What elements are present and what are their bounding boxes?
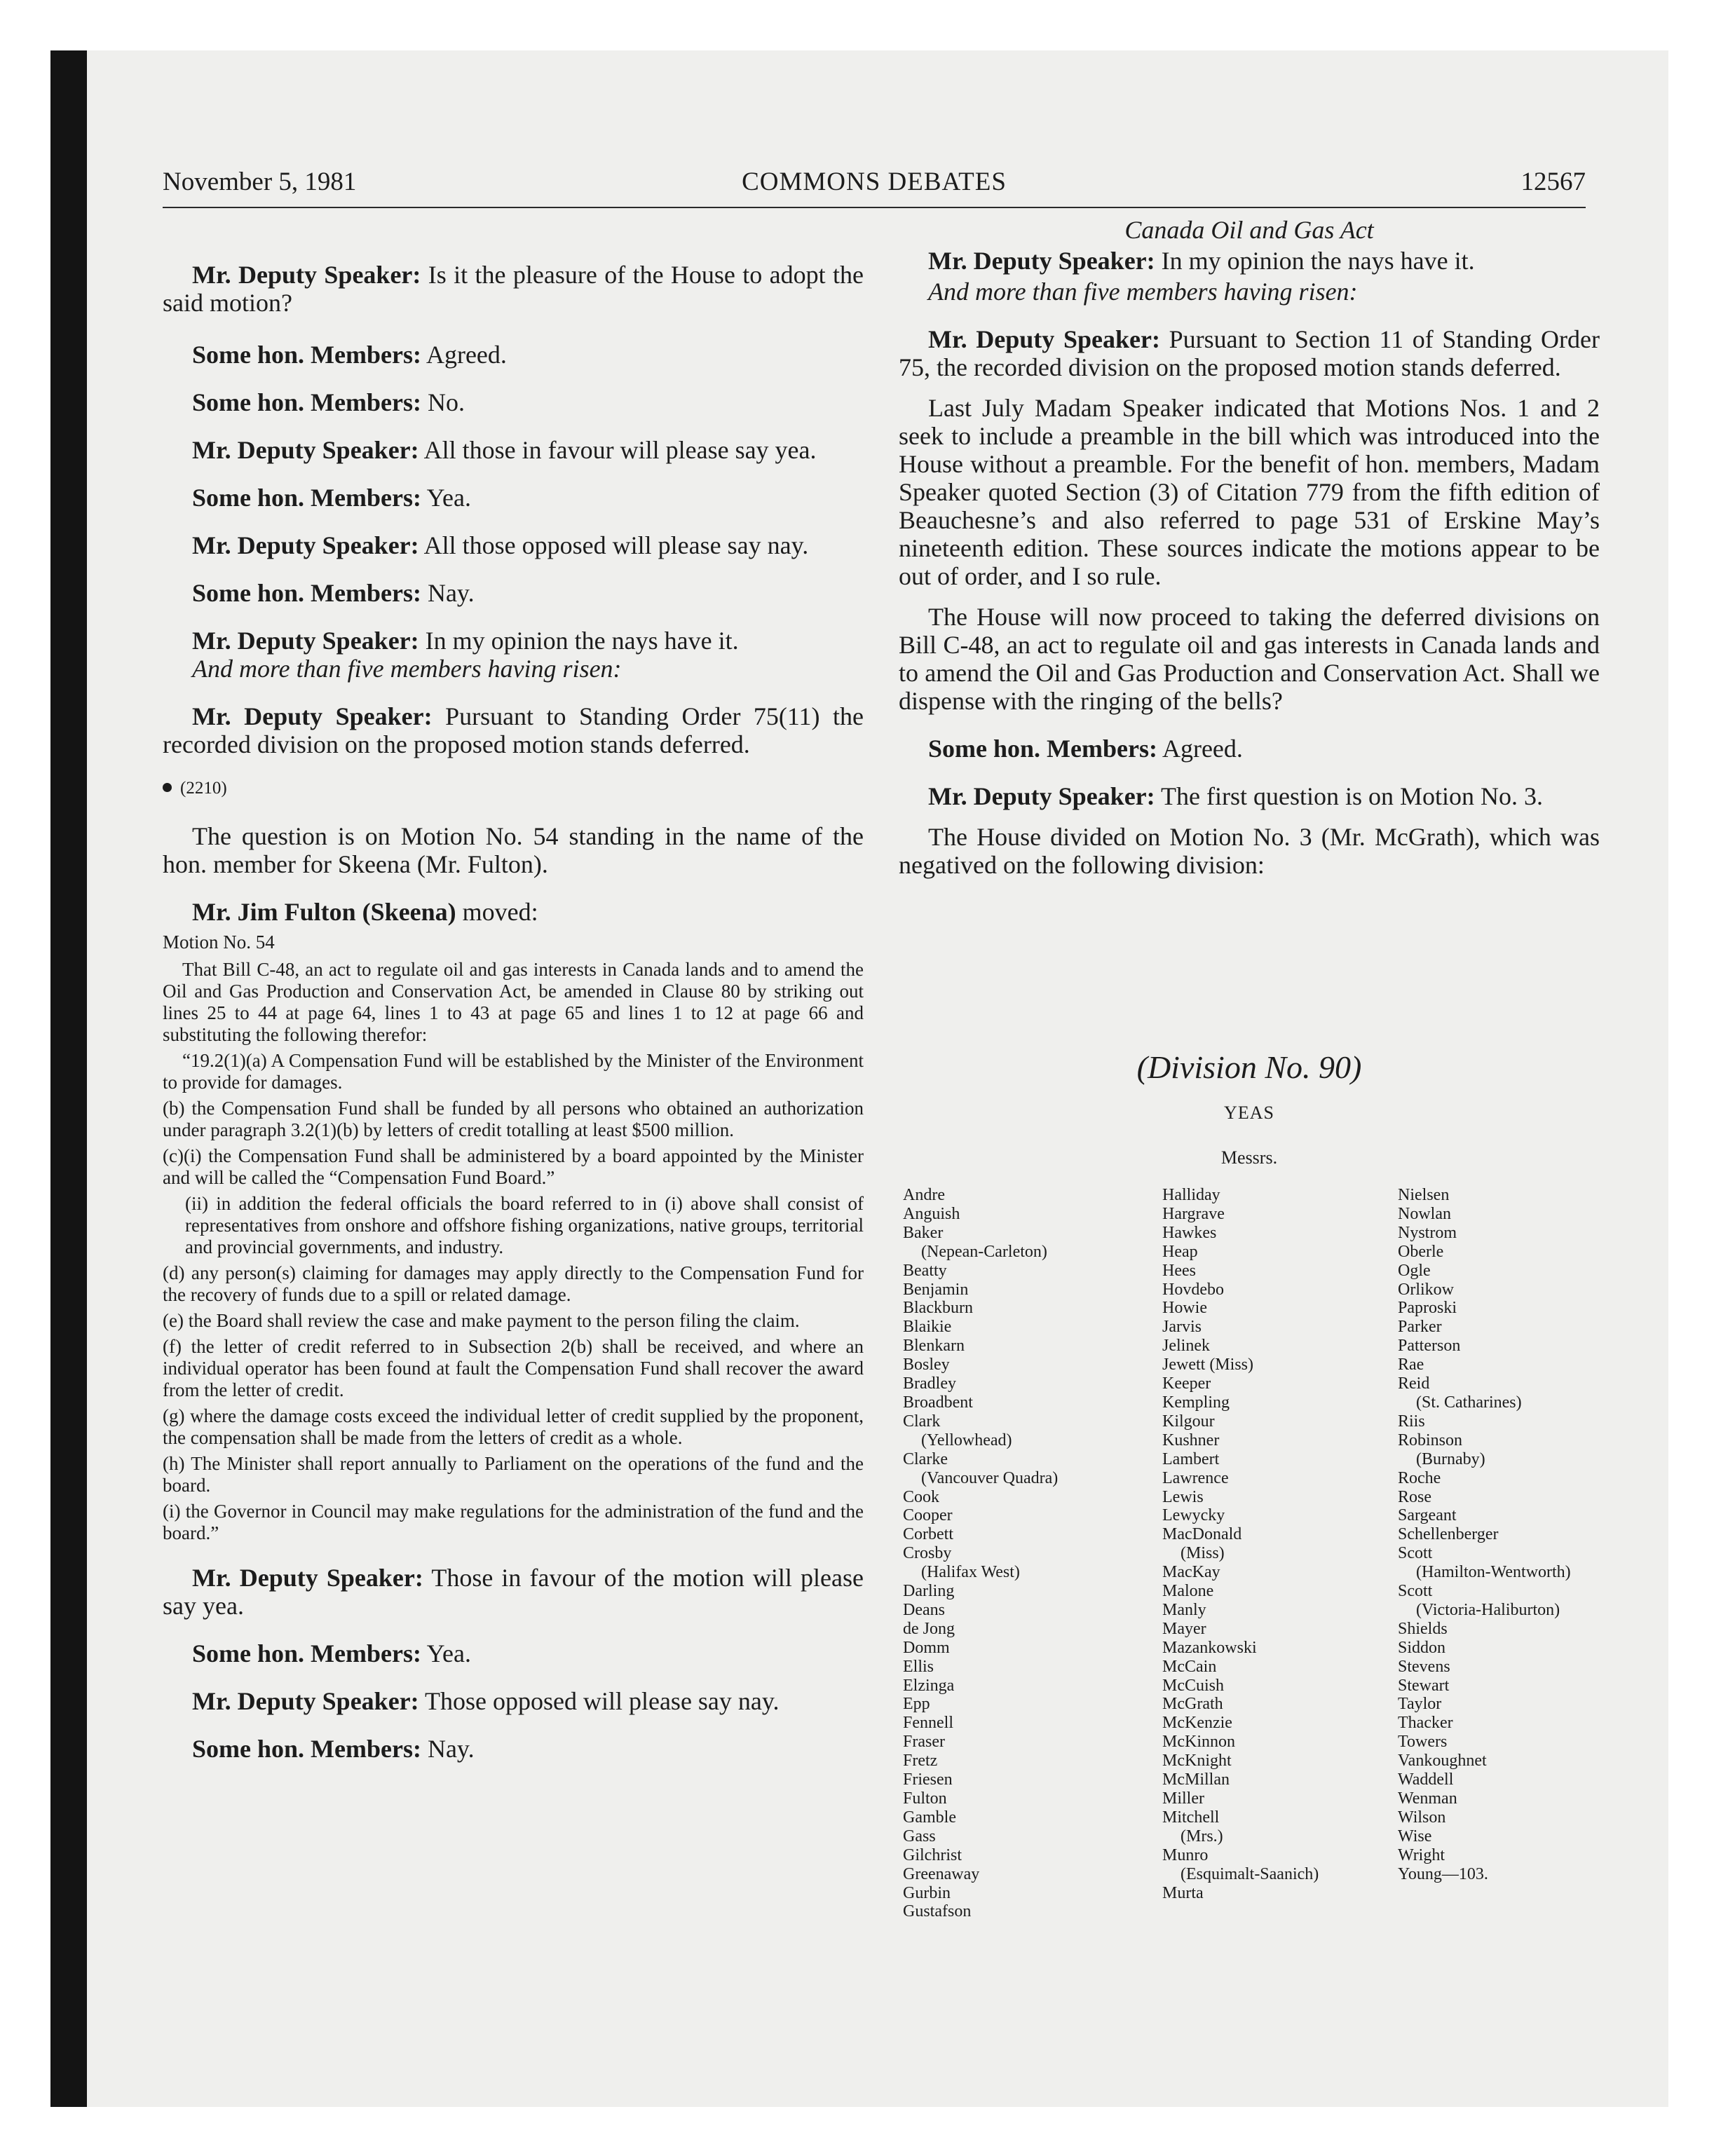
- member-name: Towers: [1398, 1733, 1448, 1752]
- member-name: Gass: [903, 1827, 936, 1845]
- member-name: McKenzie: [1162, 1714, 1232, 1733]
- paragraph: Some hon. Members: Yea.: [192, 1639, 471, 1667]
- member-name: Wenman: [1398, 1789, 1457, 1808]
- member-name: Gurbin: [903, 1883, 951, 1902]
- time-marker: [163, 771, 864, 803]
- scan-edge-bar: [50, 50, 87, 2107]
- paragraph: Some hon. Members: Nay.: [192, 579, 475, 607]
- member-name: MacKay: [1162, 1563, 1220, 1582]
- member-name: McCain: [1162, 1657, 1217, 1676]
- member-name: Riis: [1398, 1412, 1425, 1431]
- member-name: Clarke: [903, 1449, 948, 1468]
- member-name: Paproski: [1398, 1299, 1457, 1318]
- speaker-name: Mr. Deputy Speaker:: [928, 325, 1160, 353]
- member-name: Domm: [903, 1638, 950, 1657]
- member-name: Howie: [1162, 1299, 1207, 1318]
- member-name: de Jong: [903, 1619, 955, 1638]
- speaker-name: Some hon. Members:: [192, 484, 421, 512]
- member-name: Broadbent: [903, 1393, 973, 1412]
- motion-clause: (i) the Governor in Council may make regulations for the administration of the fund and the board.”: [163, 1501, 864, 1543]
- speaker-name: Mr. Deputy Speaker:: [928, 782, 1155, 810]
- stage-direction: And more than five members having risen:: [928, 278, 1358, 306]
- member-name: (Mrs.): [1181, 1827, 1223, 1845]
- member-name: Lewis: [1162, 1487, 1204, 1506]
- member-name: (Hamilton-Wentworth): [1416, 1563, 1571, 1582]
- member-name: Ellis: [903, 1657, 934, 1676]
- member-name: Blackburn: [903, 1299, 973, 1318]
- member-name: Clark: [903, 1412, 941, 1431]
- paragraph: Mr. Deputy Speaker: Those opposed will please say nay.: [192, 1687, 780, 1715]
- speaker-name: Mr. Jim Fulton (Skeena): [192, 898, 456, 926]
- speaker-name: Mr. Deputy Speaker:: [192, 627, 419, 655]
- member-name: Bosley: [903, 1356, 950, 1374]
- member-name: (Nepean-Carleton): [921, 1242, 1047, 1261]
- member-name: (Yellowhead): [921, 1431, 1012, 1449]
- division-names-column-3: [1398, 1186, 1571, 1884]
- header-date: November 5, 1981: [163, 168, 357, 196]
- member-name: Halliday: [1162, 1186, 1220, 1204]
- section-title: Canada Oil and Gas Act: [1124, 216, 1374, 244]
- member-name: Shields: [1398, 1619, 1448, 1638]
- bullet-icon: [163, 783, 172, 792]
- member-name: Lambert: [1162, 1449, 1220, 1468]
- member-name: Nowlan: [1398, 1204, 1451, 1223]
- member-name: Scott: [1398, 1544, 1433, 1563]
- member-name: Fennell: [903, 1714, 953, 1733]
- motion-clause: (c)(i) the Compensation Fund shall be administered by a board appointed by the Minister and will be called the “Compensation Fund Board.”: [163, 1145, 864, 1188]
- member-name: Deans: [903, 1600, 945, 1619]
- member-name: Nielsen: [1398, 1186, 1450, 1204]
- paragraph: Some hon. Members: Yea.: [192, 484, 471, 512]
- member-name: Wilson: [1398, 1808, 1446, 1827]
- member-name: Benjamin: [903, 1280, 969, 1299]
- member-name: Jarvis: [1162, 1318, 1202, 1337]
- member-name: Rose: [1398, 1487, 1431, 1506]
- motion-label: Motion No. 54: [163, 932, 275, 953]
- member-name: Mayer: [1162, 1619, 1206, 1638]
- member-name: Thacker: [1398, 1714, 1453, 1733]
- member-name: Miller: [1162, 1789, 1204, 1808]
- speaker-name: Mr. Deputy Speaker:: [192, 531, 419, 559]
- member-name: Epp: [903, 1695, 930, 1714]
- division-names-column-1: [903, 1186, 1058, 1921]
- paragraph: Some hon. Members: Agreed.: [928, 735, 1243, 763]
- speaker-name: Mr. Deputy Speaker:: [192, 1564, 423, 1592]
- motion-clause: (f) the letter of credit referred to in Subsection 2(b) shall be received, and where an individual operator has been found at fault the Compensation Fund shall recover the award from the letter of credit.: [163, 1336, 864, 1400]
- motion-clause: (h) The Minister shall report annually to Parliament on the operations of the fund and the board.: [163, 1453, 864, 1496]
- division-title: (Division No. 90): [1136, 1049, 1362, 1085]
- speaker-name: Some hon. Members:: [192, 341, 421, 369]
- member-name: Gustafson: [903, 1902, 972, 1921]
- member-name: McGrath: [1162, 1695, 1223, 1714]
- member-name: Beatty: [903, 1261, 947, 1280]
- member-name: Elzinga: [903, 1676, 955, 1695]
- paragraph: Mr. Deputy Speaker: The first question is on Motion No. 3.: [928, 782, 1543, 810]
- paragraph: Last July Madam Speaker indicated that Motions Nos. 1 and 2 seek to include a preamble in the bill which was introduced into the House without a preamble. For the benefit of hon. members, Madam Speaker quoted Section (3) of Citation 779 from the fifth edition of Beauchesne’s and also referred to page 531 of Erskine May’s nineteenth edition. These sources indicate the motions appear to be out of order, and I so rule.: [899, 394, 1600, 590]
- member-name: Manly: [1162, 1600, 1206, 1619]
- paragraph: Mr. Deputy Speaker: In my opinion the nays have it.: [928, 247, 1475, 275]
- speaker-name: Mr. Deputy Speaker:: [192, 261, 421, 289]
- member-name: Gamble: [903, 1808, 956, 1827]
- member-name: Blaikie: [903, 1318, 952, 1337]
- member-name: Reid: [1398, 1374, 1430, 1393]
- paragraph: Some hon. Members: Nay.: [192, 1735, 475, 1763]
- division-names-column-2: [1162, 1186, 1319, 1902]
- member-name: (Vancouver Quadra): [921, 1468, 1059, 1487]
- member-name: Parker: [1398, 1318, 1442, 1337]
- paragraph: The House will now proceed to taking the deferred divisions on Bill C-48, an act to regulate oil and gas interests in Canada lands and to amend the Oil and Gas Production and Conservation Act. Shall we dispense with the ringing of the bells?: [899, 603, 1600, 715]
- member-name: Kushner: [1162, 1431, 1220, 1449]
- messrs-heading: Messrs.: [1220, 1147, 1278, 1168]
- member-name: Corbett: [903, 1525, 953, 1544]
- member-name: Hovdebo: [1162, 1280, 1224, 1299]
- paragraph: Mr. Deputy Speaker: Pursuant to Section 11 of Standing Order 75, the recorded division on the proposed motion stands deferred.: [899, 325, 1600, 381]
- member-name: Robinson: [1398, 1431, 1463, 1449]
- speaker-name: Some hon. Members:: [192, 1735, 421, 1763]
- member-name: Schellenberger: [1398, 1525, 1499, 1544]
- member-name: Stewart: [1398, 1676, 1450, 1695]
- member-name: Scott: [1398, 1582, 1433, 1601]
- speaker-name: Mr. Deputy Speaker:: [192, 702, 433, 730]
- member-name: McKinnon: [1162, 1733, 1235, 1752]
- member-name: Vankoughnet: [1398, 1752, 1487, 1770]
- paragraph: Some hon. Members: No.: [192, 388, 465, 416]
- paragraph: The question is on Motion No. 54 standing in the name of the hon. member for Skeena (Mr. Fulton).: [163, 822, 864, 878]
- member-name: Munro: [1162, 1845, 1209, 1864]
- member-name: Gilchrist: [903, 1845, 962, 1864]
- speaker-name: Mr. Deputy Speaker:: [928, 247, 1155, 275]
- member-name: (Esquimalt-Saanich): [1181, 1864, 1319, 1883]
- paragraph: Mr. Deputy Speaker: Pursuant to Standing Order 75(11) the recorded division on the proposed motion stands deferred.: [163, 702, 864, 758]
- member-name: Baker: [903, 1223, 944, 1242]
- member-name: Murta: [1162, 1883, 1204, 1902]
- member-name: (Victoria-Haliburton): [1416, 1600, 1560, 1619]
- member-name: (Halifax West): [921, 1563, 1020, 1582]
- member-name: Young—103.: [1398, 1864, 1488, 1883]
- motion-clause: (d) any person(s) claiming for damages may apply directly to the Compensation Fund for the recovery of funds due to a spill or related damage.: [163, 1262, 864, 1305]
- member-name: Cook: [903, 1487, 940, 1506]
- member-name: Greenaway: [903, 1864, 980, 1883]
- member-name: Waddell: [1398, 1770, 1454, 1789]
- member-name: Bradley: [903, 1374, 956, 1393]
- paragraph: The House divided on Motion No. 3 (Mr. McGrath), which was negatived on the following division:: [899, 823, 1600, 879]
- member-name: Orlikow: [1398, 1280, 1454, 1299]
- paragraph: Some hon. Members: Agreed.: [192, 341, 507, 369]
- motion-clause: (b) the Compensation Fund shall be funded by all persons who obtained an authorization under paragraph 3.2(1)(b) by letters of credit totalling at least $500 million.: [163, 1098, 864, 1140]
- member-name: Hawkes: [1162, 1223, 1217, 1242]
- paragraph: Mr. Deputy Speaker: Those in favour of the motion will please say yea.: [163, 1564, 864, 1620]
- member-name: McCuish: [1162, 1676, 1225, 1695]
- yeas-heading: YEAS: [1224, 1103, 1274, 1123]
- header-page-number: 12567: [1520, 168, 1586, 196]
- member-name: Kempling: [1162, 1393, 1230, 1412]
- member-name: Rae: [1398, 1356, 1424, 1374]
- member-name: Taylor: [1398, 1695, 1442, 1714]
- member-name: Roche: [1398, 1468, 1441, 1487]
- paragraph: Mr. Deputy Speaker: Is it the pleasure of the House to adopt the said motion?: [163, 261, 864, 317]
- member-name: McMillan: [1162, 1770, 1230, 1789]
- member-name: Hees: [1162, 1261, 1196, 1280]
- member-name: Stevens: [1398, 1657, 1450, 1676]
- member-name: Wise: [1398, 1827, 1432, 1845]
- member-name: Sargeant: [1398, 1506, 1457, 1525]
- motion-clause: “19.2(1)(a) A Compensation Fund will be established by the Minister of the Environment to provide for damages.: [163, 1050, 864, 1093]
- member-name: Darling: [903, 1582, 955, 1601]
- speaker-name: Some hon. Members:: [192, 388, 421, 416]
- member-name: (Miss): [1181, 1544, 1225, 1563]
- member-name: Blenkarn: [903, 1337, 965, 1356]
- speaker-name: Mr. Deputy Speaker:: [192, 1687, 419, 1715]
- member-name: Kilgour: [1162, 1412, 1215, 1431]
- paragraph: Mr. Jim Fulton (Skeena) moved:: [192, 898, 538, 926]
- time-stamp: (2210): [180, 779, 227, 798]
- member-name: Jewett (Miss): [1162, 1356, 1253, 1374]
- member-name: (St. Catharines): [1416, 1393, 1522, 1412]
- member-name: Lawrence: [1162, 1468, 1229, 1487]
- member-name: Jelinek: [1162, 1337, 1210, 1356]
- motion-clause: (ii) in addition the federal officials the board referred to in (i) above shall consist of representatives from onshore and offshore fishing organizations, native groups, territorial and provincial governments, and industry.: [185, 1193, 864, 1257]
- member-name: Fulton: [903, 1789, 947, 1808]
- motion-intro: That Bill C-48, an act to regulate oil and gas interests in Canada lands and to amend the Oil and Gas Production and Conservation Act, be amended in Clause 80 by striking out lines 25 to 44 at page 64, lines 1 to 43 at page 65 and lines 1 to 12 at page 66 and substituting the following therefor:: [163, 959, 864, 1045]
- member-name: MacDonald: [1162, 1525, 1242, 1544]
- page-header: [163, 165, 1586, 208]
- member-name: Fraser: [903, 1733, 945, 1752]
- member-name: McKnight: [1162, 1752, 1232, 1770]
- member-name: Siddon: [1398, 1638, 1446, 1657]
- left-column: [163, 261, 864, 1763]
- member-name: Lewycky: [1162, 1506, 1225, 1525]
- member-name: Nystrom: [1398, 1223, 1457, 1242]
- member-name: Mazankowski: [1162, 1638, 1257, 1657]
- member-name: Anguish: [903, 1204, 960, 1223]
- paragraph: Mr. Deputy Speaker: All those in favour will please say yea.: [192, 436, 817, 464]
- member-name: Fretz: [903, 1752, 938, 1770]
- speaker-name: Some hon. Members:: [928, 735, 1157, 763]
- paragraph: Mr. Deputy Speaker: All those opposed will please say nay.: [192, 531, 809, 559]
- speaker-name: Some hon. Members:: [192, 1639, 421, 1667]
- member-name: Crosby: [903, 1544, 952, 1563]
- speaker-name: Mr. Deputy Speaker:: [192, 436, 419, 464]
- member-name: Cooper: [903, 1506, 953, 1525]
- member-name: Patterson: [1398, 1337, 1461, 1356]
- stage-direction: And more than five members having risen:: [192, 655, 622, 683]
- member-name: Malone: [1162, 1582, 1214, 1601]
- member-name: Hargrave: [1162, 1204, 1225, 1223]
- member-name: Heap: [1162, 1242, 1198, 1261]
- paragraph: Mr. Deputy Speaker: In my opinion the nays have it.: [192, 627, 739, 655]
- motion-clause: (g) where the damage costs exceed the individual letter of credit supplied by the proponent, the compensation shall be made from the letters of credit as a whole.: [163, 1405, 864, 1448]
- member-name: Mitchell: [1162, 1808, 1220, 1827]
- right-column: [899, 216, 1600, 879]
- member-name: (Burnaby): [1416, 1449, 1485, 1468]
- header-title: COMMONS DEBATES: [742, 168, 1007, 196]
- member-name: Ogle: [1398, 1261, 1431, 1280]
- member-name: Wright: [1398, 1845, 1445, 1864]
- member-name: Oberle: [1398, 1242, 1444, 1261]
- motion-clause: (e) the Board shall review the case and make payment to the person filing the claim.: [163, 1310, 800, 1331]
- member-name: Andre: [903, 1186, 945, 1204]
- member-name: Keeper: [1162, 1374, 1211, 1393]
- member-name: Friesen: [903, 1770, 953, 1789]
- speaker-name: Some hon. Members:: [192, 579, 421, 607]
